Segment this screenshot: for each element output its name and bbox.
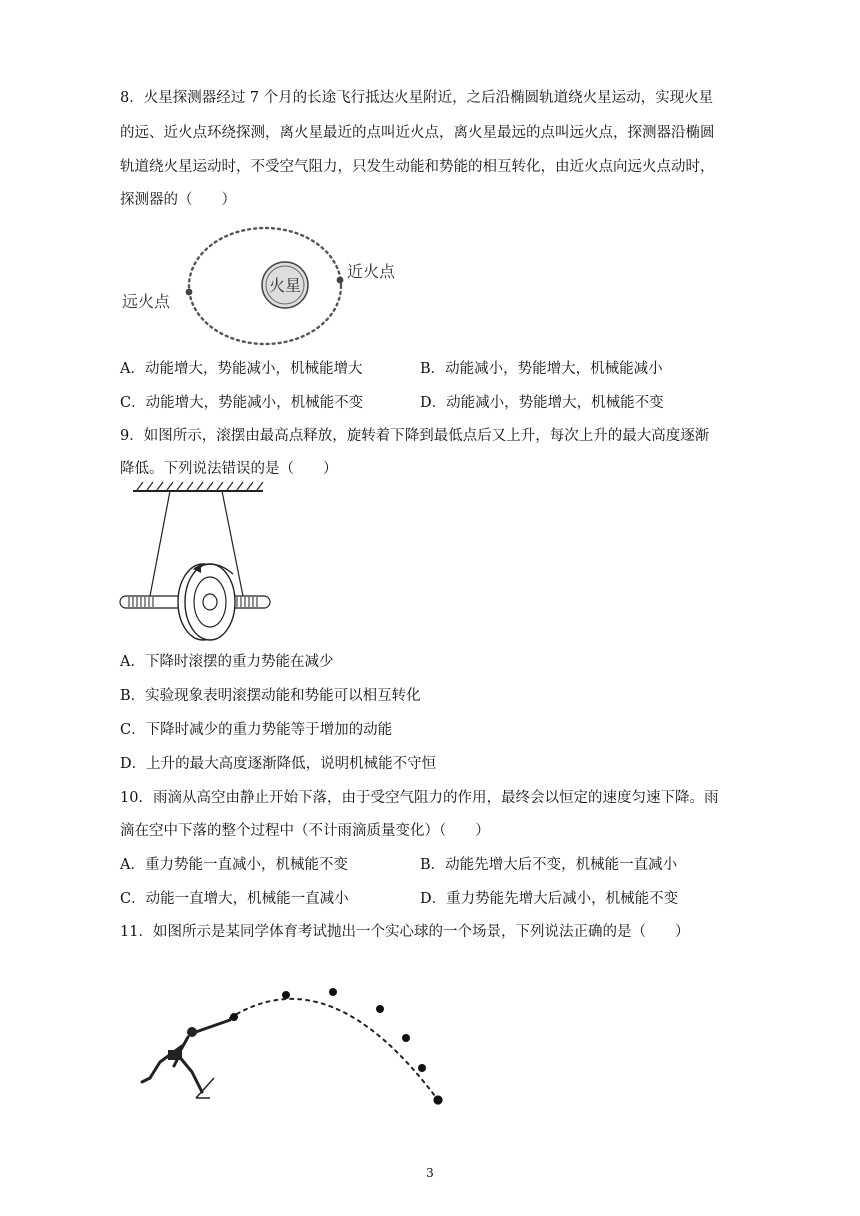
mars-orbit-figure — [115, 222, 415, 347]
q8-option-a: A．动能增大，势能减小，机械能增大 — [120, 361, 363, 377]
q8-option-d: D．动能减小，势能增大，机械能不变 — [420, 395, 664, 411]
q10-option-b: B．动能先增大后不变，机械能一直减小 — [420, 857, 678, 873]
maxwell-wheel-figure — [115, 476, 280, 646]
far-point-label: 远火点 — [122, 292, 171, 311]
q9-option-d: D．上升的最大高度逐渐降低，说明机械能不守恒 — [120, 756, 437, 772]
athlete — [142, 1020, 230, 1092]
q8-option-c: C．动能增大，势能减小，机械能不变 — [120, 395, 364, 411]
near-point-label: 近火点 — [347, 262, 396, 281]
q8-option-b: B．动能减小，势能增大，机械能减小 — [420, 361, 663, 377]
page-number: 3 — [426, 1166, 434, 1180]
q9-line-1: 9．如图所示，滚摆由最高点释放，旋转着下降到最低点后又上升，每次上升的最大高度逐渐 — [120, 428, 710, 444]
q10-line-1: 10．雨滴从高空由静止开始下落，由于受空气阻力的作用，最终会以恒定的速度匀速下降。雨 — [120, 790, 719, 806]
q9-option-a: A．下降时滚摆的重力势能在减少 — [120, 654, 334, 670]
far-point-dot — [186, 289, 193, 296]
q10-option-a: A．重力势能一直减小，机械能不变 — [120, 857, 348, 873]
q10-option-c: C．动能一直增大，机械能一直减小 — [120, 891, 349, 907]
q9-option-c: C．下降时减少的重力势能等于增加的动能 — [120, 722, 393, 738]
q11-line-1: 11．如图所示是某同学体育考试抛出一个实心球的一个场景，下列说法正确的是（ ） — [120, 924, 690, 940]
q8-line-4: 探测器的（ ） — [120, 192, 236, 208]
q8-line-1: 8．火星探测器经过 7 个月的长途飞行抵达火星附近，之后沿椭圆轨道绕火星运动，实现火星 — [120, 90, 714, 106]
mars-label: 火星 — [268, 276, 302, 295]
near-point-dot — [337, 277, 344, 284]
q8-line-3: 轨道绕火星运动时，不受空气阻力，只发生动能和势能的相互转化，由近火点向远火点动时， — [120, 159, 715, 175]
q8-line-2: 的远、近火点环绕探测，离火星最近的点叫近火点，离火星最远的点叫远火点，探测器沿椭圆 — [120, 125, 715, 141]
q9-line-2: 降低。下列说法错误的是（ ） — [120, 461, 338, 477]
q9-option-b: B．实验现象表明滚摆动能和势能可以相互转化 — [120, 688, 421, 704]
q10-option-d: D．重力势能先增大后减小，机械能不变 — [420, 891, 679, 907]
shot-put-figure — [130, 980, 460, 1110]
ball-trajectory — [230, 999, 438, 1100]
q10-line-2: 滴在空中下落的整个过程中（不计雨滴质量变化）（ ） — [120, 823, 490, 839]
